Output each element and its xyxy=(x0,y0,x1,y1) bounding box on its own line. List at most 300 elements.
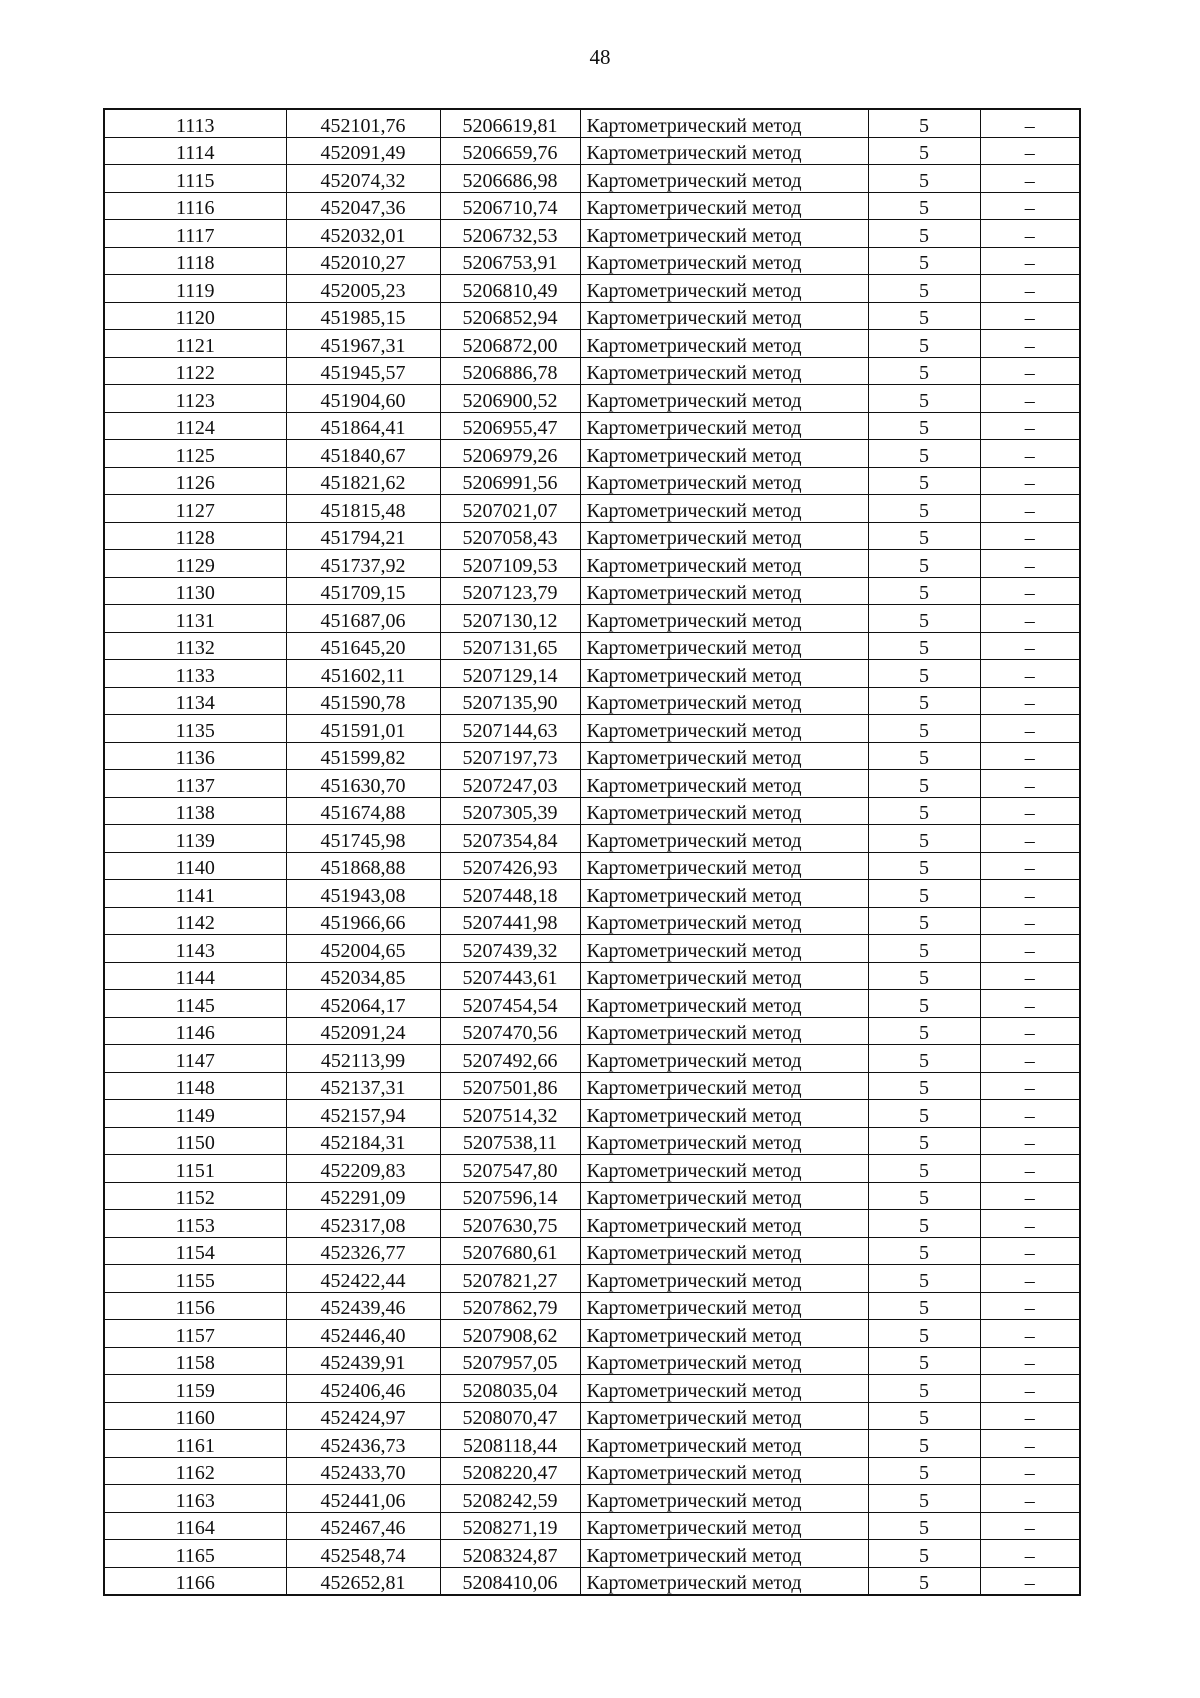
reference-cell: – xyxy=(980,1457,1080,1485)
method-cell: Картометрический метод xyxy=(580,495,868,523)
accuracy-cell: 5 xyxy=(868,1017,980,1045)
x-coordinate-cell: 451815,48 xyxy=(286,495,440,523)
x-coordinate-cell: 452652,81 xyxy=(286,1567,440,1595)
point-number-cell: 1163 xyxy=(104,1485,286,1513)
accuracy-cell: 5 xyxy=(868,302,980,330)
method-cell: Картометрический метод xyxy=(580,1375,868,1403)
accuracy-cell: 5 xyxy=(868,660,980,688)
method-cell: Картометрический метод xyxy=(580,1347,868,1375)
accuracy-cell: 5 xyxy=(868,1210,980,1238)
point-number-cell: 1156 xyxy=(104,1292,286,1320)
point-number-cell: 1155 xyxy=(104,1265,286,1293)
point-number-cell: 1130 xyxy=(104,577,286,605)
x-coordinate-cell: 451591,01 xyxy=(286,715,440,743)
accuracy-cell: 5 xyxy=(868,687,980,715)
y-coordinate-cell: 5207123,79 xyxy=(440,577,580,605)
reference-cell: – xyxy=(980,742,1080,770)
accuracy-cell: 5 xyxy=(868,247,980,275)
table-row xyxy=(104,1567,1080,1595)
point-number-cell: 1142 xyxy=(104,907,286,935)
method-cell: Картометрический метод xyxy=(580,797,868,825)
x-coordinate-cell: 452091,24 xyxy=(286,1017,440,1045)
accuracy-cell: 5 xyxy=(868,715,980,743)
accuracy-cell: 5 xyxy=(868,109,980,137)
method-cell: Картометрический метод xyxy=(580,357,868,385)
reference-cell: – xyxy=(980,880,1080,908)
y-coordinate-cell: 5207247,03 xyxy=(440,770,580,798)
method-cell: Картометрический метод xyxy=(580,1100,868,1128)
method-cell: Картометрический метод xyxy=(580,825,868,853)
method-cell: Картометрический метод xyxy=(580,1127,868,1155)
reference-cell: – xyxy=(980,1072,1080,1100)
method-cell: Картометрический метод xyxy=(580,109,868,137)
accuracy-cell: 5 xyxy=(868,385,980,413)
table-row xyxy=(104,330,1080,358)
x-coordinate-cell: 452317,08 xyxy=(286,1210,440,1238)
x-coordinate-cell: 451864,41 xyxy=(286,412,440,440)
reference-cell: – xyxy=(980,1375,1080,1403)
x-coordinate-cell: 452184,31 xyxy=(286,1127,440,1155)
table-row xyxy=(104,1430,1080,1458)
method-cell: Картометрический метод xyxy=(580,632,868,660)
method-cell: Картометрический метод xyxy=(580,1292,868,1320)
method-cell: Картометрический метод xyxy=(580,660,868,688)
table-row xyxy=(104,495,1080,523)
accuracy-cell: 5 xyxy=(868,467,980,495)
reference-cell: – xyxy=(980,935,1080,963)
table-row xyxy=(104,275,1080,303)
method-cell: Картометрический метод xyxy=(580,852,868,880)
x-coordinate-cell: 452005,23 xyxy=(286,275,440,303)
method-cell: Картометрический метод xyxy=(580,907,868,935)
accuracy-cell: 5 xyxy=(868,935,980,963)
reference-cell: – xyxy=(980,632,1080,660)
reference-cell: – xyxy=(980,165,1080,193)
y-coordinate-cell: 5207501,86 xyxy=(440,1072,580,1100)
y-coordinate-cell: 5207448,18 xyxy=(440,880,580,908)
table-row xyxy=(104,1100,1080,1128)
method-cell: Картометрический метод xyxy=(580,137,868,165)
accuracy-cell: 5 xyxy=(868,825,980,853)
reference-cell: – xyxy=(980,797,1080,825)
reference-cell: – xyxy=(980,605,1080,633)
method-cell: Картометрический метод xyxy=(580,687,868,715)
method-cell: Картометрический метод xyxy=(580,247,868,275)
method-cell: Картометрический метод xyxy=(580,1320,868,1348)
x-coordinate-cell: 452406,46 xyxy=(286,1375,440,1403)
table-row xyxy=(104,1072,1080,1100)
accuracy-cell: 5 xyxy=(868,1127,980,1155)
table-row xyxy=(104,1320,1080,1348)
reference-cell: – xyxy=(980,522,1080,550)
method-cell: Картометрический метод xyxy=(580,1072,868,1100)
reference-cell: – xyxy=(980,385,1080,413)
point-number-cell: 1145 xyxy=(104,990,286,1018)
x-coordinate-cell: 452157,94 xyxy=(286,1100,440,1128)
point-number-cell: 1141 xyxy=(104,880,286,908)
point-number-cell: 1131 xyxy=(104,605,286,633)
point-number-cell: 1138 xyxy=(104,797,286,825)
accuracy-cell: 5 xyxy=(868,137,980,165)
method-cell: Картометрический метод xyxy=(580,165,868,193)
point-number-cell: 1134 xyxy=(104,687,286,715)
reference-cell: – xyxy=(980,467,1080,495)
point-number-cell: 1137 xyxy=(104,770,286,798)
y-coordinate-cell: 5206710,74 xyxy=(440,192,580,220)
y-coordinate-cell: 5207129,14 xyxy=(440,660,580,688)
table-row xyxy=(104,962,1080,990)
table-row xyxy=(104,687,1080,715)
reference-cell: – xyxy=(980,825,1080,853)
table-row xyxy=(104,577,1080,605)
x-coordinate-cell: 452004,65 xyxy=(286,935,440,963)
reference-cell: – xyxy=(980,1485,1080,1513)
point-number-cell: 1125 xyxy=(104,440,286,468)
reference-cell: – xyxy=(980,440,1080,468)
x-coordinate-cell: 452291,09 xyxy=(286,1182,440,1210)
method-cell: Картометрический метод xyxy=(580,962,868,990)
y-coordinate-cell: 5207439,32 xyxy=(440,935,580,963)
point-number-cell: 1151 xyxy=(104,1155,286,1183)
table-row xyxy=(104,137,1080,165)
table-row xyxy=(104,522,1080,550)
table-row xyxy=(104,1347,1080,1375)
table-row xyxy=(104,440,1080,468)
x-coordinate-cell: 451599,82 xyxy=(286,742,440,770)
y-coordinate-cell: 5207680,61 xyxy=(440,1237,580,1265)
reference-cell: – xyxy=(980,687,1080,715)
accuracy-cell: 5 xyxy=(868,1265,980,1293)
reference-cell: – xyxy=(980,990,1080,1018)
point-number-cell: 1121 xyxy=(104,330,286,358)
table-row xyxy=(104,385,1080,413)
x-coordinate-cell: 452446,40 xyxy=(286,1320,440,1348)
x-coordinate-cell: 452209,83 xyxy=(286,1155,440,1183)
x-coordinate-cell: 452032,01 xyxy=(286,220,440,248)
method-cell: Картометрический метод xyxy=(580,275,868,303)
point-number-cell: 1119 xyxy=(104,275,286,303)
reference-cell: – xyxy=(980,357,1080,385)
method-cell: Картометрический метод xyxy=(580,715,868,743)
y-coordinate-cell: 5207144,63 xyxy=(440,715,580,743)
reference-cell: – xyxy=(980,852,1080,880)
x-coordinate-cell: 451943,08 xyxy=(286,880,440,908)
reference-cell: – xyxy=(980,770,1080,798)
y-coordinate-cell: 5207021,07 xyxy=(440,495,580,523)
accuracy-cell: 5 xyxy=(868,550,980,578)
y-coordinate-cell: 5207514,32 xyxy=(440,1100,580,1128)
method-cell: Картометрический метод xyxy=(580,330,868,358)
x-coordinate-cell: 452422,44 xyxy=(286,1265,440,1293)
y-coordinate-cell: 5207443,61 xyxy=(440,962,580,990)
table-row xyxy=(104,467,1080,495)
method-cell: Картометрический метод xyxy=(580,412,868,440)
point-number-cell: 1132 xyxy=(104,632,286,660)
coordinates-table xyxy=(103,108,1081,1596)
point-number-cell: 1161 xyxy=(104,1430,286,1458)
point-number-cell: 1149 xyxy=(104,1100,286,1128)
accuracy-cell: 5 xyxy=(868,632,980,660)
reference-cell: – xyxy=(980,1127,1080,1155)
point-number-cell: 1159 xyxy=(104,1375,286,1403)
accuracy-cell: 5 xyxy=(868,1512,980,1540)
table-row xyxy=(104,302,1080,330)
method-cell: Картометрический метод xyxy=(580,1567,868,1595)
x-coordinate-cell: 451945,57 xyxy=(286,357,440,385)
table-row xyxy=(104,1182,1080,1210)
reference-cell: – xyxy=(980,1100,1080,1128)
y-coordinate-cell: 5207135,90 xyxy=(440,687,580,715)
x-coordinate-cell: 452433,70 xyxy=(286,1457,440,1485)
table-row xyxy=(104,1155,1080,1183)
reference-cell: – xyxy=(980,1210,1080,1238)
accuracy-cell: 5 xyxy=(868,1485,980,1513)
point-number-cell: 1150 xyxy=(104,1127,286,1155)
y-coordinate-cell: 5206619,81 xyxy=(440,109,580,137)
table-row xyxy=(104,1292,1080,1320)
point-number-cell: 1144 xyxy=(104,962,286,990)
table-row xyxy=(104,990,1080,1018)
x-coordinate-cell: 451745,98 xyxy=(286,825,440,853)
point-number-cell: 1158 xyxy=(104,1347,286,1375)
method-cell: Картометрический метод xyxy=(580,742,868,770)
y-coordinate-cell: 5207354,84 xyxy=(440,825,580,853)
reference-cell: – xyxy=(980,1182,1080,1210)
method-cell: Картометрический метод xyxy=(580,1265,868,1293)
accuracy-cell: 5 xyxy=(868,1045,980,1073)
table-row xyxy=(104,715,1080,743)
point-number-cell: 1133 xyxy=(104,660,286,688)
reference-cell: – xyxy=(980,109,1080,137)
reference-cell: – xyxy=(980,1540,1080,1568)
accuracy-cell: 5 xyxy=(868,962,980,990)
point-number-cell: 1143 xyxy=(104,935,286,963)
point-number-cell: 1157 xyxy=(104,1320,286,1348)
reference-cell: – xyxy=(980,577,1080,605)
reference-cell: – xyxy=(980,550,1080,578)
reference-cell: – xyxy=(980,275,1080,303)
point-number-cell: 1117 xyxy=(104,220,286,248)
x-coordinate-cell: 452101,76 xyxy=(286,109,440,137)
reference-cell: – xyxy=(980,907,1080,935)
y-coordinate-cell: 5206810,49 xyxy=(440,275,580,303)
coordinates-table-body xyxy=(104,109,1080,1595)
page-number: 48 xyxy=(589,45,611,69)
table-row xyxy=(104,1375,1080,1403)
table-row xyxy=(104,1512,1080,1540)
y-coordinate-cell: 5207470,56 xyxy=(440,1017,580,1045)
point-number-cell: 1113 xyxy=(104,109,286,137)
x-coordinate-cell: 451840,67 xyxy=(286,440,440,468)
y-coordinate-cell: 5206979,26 xyxy=(440,440,580,468)
point-number-cell: 1116 xyxy=(104,192,286,220)
method-cell: Картометрический метод xyxy=(580,1540,868,1568)
method-cell: Картометрический метод xyxy=(580,1017,868,1045)
point-number-cell: 1148 xyxy=(104,1072,286,1100)
method-cell: Картометрический метод xyxy=(580,1512,868,1540)
y-coordinate-cell: 5206852,94 xyxy=(440,302,580,330)
x-coordinate-cell: 451602,11 xyxy=(286,660,440,688)
method-cell: Картометрический метод xyxy=(580,935,868,963)
x-coordinate-cell: 452467,46 xyxy=(286,1512,440,1540)
y-coordinate-cell: 5208242,59 xyxy=(440,1485,580,1513)
point-number-cell: 1129 xyxy=(104,550,286,578)
point-number-cell: 1123 xyxy=(104,385,286,413)
y-coordinate-cell: 5208324,87 xyxy=(440,1540,580,1568)
accuracy-cell: 5 xyxy=(868,330,980,358)
method-cell: Картометрический метод xyxy=(580,770,868,798)
table-row xyxy=(104,1237,1080,1265)
reference-cell: – xyxy=(980,1265,1080,1293)
accuracy-cell: 5 xyxy=(868,797,980,825)
table-row xyxy=(104,852,1080,880)
point-number-cell: 1124 xyxy=(104,412,286,440)
x-coordinate-cell: 452439,91 xyxy=(286,1347,440,1375)
y-coordinate-cell: 5206753,91 xyxy=(440,247,580,275)
table-row xyxy=(104,1457,1080,1485)
reference-cell: – xyxy=(980,220,1080,248)
y-coordinate-cell: 5207131,65 xyxy=(440,632,580,660)
y-coordinate-cell: 5208118,44 xyxy=(440,1430,580,1458)
x-coordinate-cell: 452113,99 xyxy=(286,1045,440,1073)
table-row xyxy=(104,632,1080,660)
y-coordinate-cell: 5207908,62 xyxy=(440,1320,580,1348)
accuracy-cell: 5 xyxy=(868,495,980,523)
method-cell: Картометрический метод xyxy=(580,605,868,633)
y-coordinate-cell: 5207454,54 xyxy=(440,990,580,1018)
accuracy-cell: 5 xyxy=(868,1292,980,1320)
method-cell: Картометрический метод xyxy=(580,1155,868,1183)
reference-cell: – xyxy=(980,660,1080,688)
reference-cell: – xyxy=(980,1347,1080,1375)
method-cell: Картометрический метод xyxy=(580,220,868,248)
accuracy-cell: 5 xyxy=(868,412,980,440)
reference-cell: – xyxy=(980,715,1080,743)
x-coordinate-cell: 451794,21 xyxy=(286,522,440,550)
table-row xyxy=(104,1265,1080,1293)
accuracy-cell: 5 xyxy=(868,852,980,880)
x-coordinate-cell: 452436,73 xyxy=(286,1430,440,1458)
accuracy-cell: 5 xyxy=(868,990,980,1018)
y-coordinate-cell: 5206900,52 xyxy=(440,385,580,413)
table-row xyxy=(104,412,1080,440)
x-coordinate-cell: 451674,88 xyxy=(286,797,440,825)
point-number-cell: 1154 xyxy=(104,1237,286,1265)
reference-cell: – xyxy=(980,1292,1080,1320)
table-row xyxy=(104,1210,1080,1238)
accuracy-cell: 5 xyxy=(868,1072,980,1100)
x-coordinate-cell: 451590,78 xyxy=(286,687,440,715)
method-cell: Картометрический метод xyxy=(580,1182,868,1210)
x-coordinate-cell: 451904,60 xyxy=(286,385,440,413)
table-row xyxy=(104,247,1080,275)
point-number-cell: 1153 xyxy=(104,1210,286,1238)
reference-cell: – xyxy=(980,1045,1080,1073)
method-cell: Картометрический метод xyxy=(580,880,868,908)
method-cell: Картометрический метод xyxy=(580,1430,868,1458)
y-coordinate-cell: 5206955,47 xyxy=(440,412,580,440)
reference-cell: – xyxy=(980,302,1080,330)
y-coordinate-cell: 5207957,05 xyxy=(440,1347,580,1375)
table-row xyxy=(104,165,1080,193)
y-coordinate-cell: 5207821,27 xyxy=(440,1265,580,1293)
method-cell: Картометрический метод xyxy=(580,1457,868,1485)
point-number-cell: 1135 xyxy=(104,715,286,743)
point-number-cell: 1146 xyxy=(104,1017,286,1045)
y-coordinate-cell: 5208410,06 xyxy=(440,1567,580,1595)
accuracy-cell: 5 xyxy=(868,880,980,908)
method-cell: Картометрический метод xyxy=(580,550,868,578)
table-row xyxy=(104,880,1080,908)
accuracy-cell: 5 xyxy=(868,1402,980,1430)
table-row xyxy=(104,1045,1080,1073)
reference-cell: – xyxy=(980,137,1080,165)
table-row xyxy=(104,935,1080,963)
y-coordinate-cell: 5208070,47 xyxy=(440,1402,580,1430)
accuracy-cell: 5 xyxy=(868,1347,980,1375)
accuracy-cell: 5 xyxy=(868,1457,980,1485)
accuracy-cell: 5 xyxy=(868,577,980,605)
x-coordinate-cell: 452091,49 xyxy=(286,137,440,165)
table-row xyxy=(104,660,1080,688)
reference-cell: – xyxy=(980,1237,1080,1265)
y-coordinate-cell: 5207547,80 xyxy=(440,1155,580,1183)
point-number-cell: 1152 xyxy=(104,1182,286,1210)
method-cell: Картометрический метод xyxy=(580,192,868,220)
table-row xyxy=(104,605,1080,633)
point-number-cell: 1166 xyxy=(104,1567,286,1595)
y-coordinate-cell: 5208035,04 xyxy=(440,1375,580,1403)
reference-cell: – xyxy=(980,1320,1080,1348)
point-number-cell: 1122 xyxy=(104,357,286,385)
y-coordinate-cell: 5207305,39 xyxy=(440,797,580,825)
reference-cell: – xyxy=(980,247,1080,275)
point-number-cell: 1147 xyxy=(104,1045,286,1073)
point-number-cell: 1120 xyxy=(104,302,286,330)
accuracy-cell: 5 xyxy=(868,1430,980,1458)
point-number-cell: 1115 xyxy=(104,165,286,193)
method-cell: Картометрический метод xyxy=(580,440,868,468)
table-row xyxy=(104,220,1080,248)
point-number-cell: 1140 xyxy=(104,852,286,880)
table-row xyxy=(104,357,1080,385)
point-number-cell: 1139 xyxy=(104,825,286,853)
x-coordinate-cell: 452137,31 xyxy=(286,1072,440,1100)
accuracy-cell: 5 xyxy=(868,275,980,303)
table-row xyxy=(104,109,1080,137)
point-number-cell: 1114 xyxy=(104,137,286,165)
x-coordinate-cell: 452034,85 xyxy=(286,962,440,990)
x-coordinate-cell: 451821,62 xyxy=(286,467,440,495)
method-cell: Картометрический метод xyxy=(580,302,868,330)
y-coordinate-cell: 5208271,19 xyxy=(440,1512,580,1540)
y-coordinate-cell: 5206686,98 xyxy=(440,165,580,193)
y-coordinate-cell: 5206659,76 xyxy=(440,137,580,165)
accuracy-cell: 5 xyxy=(868,1540,980,1568)
y-coordinate-cell: 5207862,79 xyxy=(440,1292,580,1320)
y-coordinate-cell: 5207596,14 xyxy=(440,1182,580,1210)
table-row xyxy=(104,1127,1080,1155)
x-coordinate-cell: 452064,17 xyxy=(286,990,440,1018)
accuracy-cell: 5 xyxy=(868,1100,980,1128)
accuracy-cell: 5 xyxy=(868,522,980,550)
x-coordinate-cell: 451737,92 xyxy=(286,550,440,578)
y-coordinate-cell: 5206991,56 xyxy=(440,467,580,495)
accuracy-cell: 5 xyxy=(868,357,980,385)
method-cell: Картометрический метод xyxy=(580,1237,868,1265)
x-coordinate-cell: 451967,31 xyxy=(286,330,440,358)
x-coordinate-cell: 451985,15 xyxy=(286,302,440,330)
